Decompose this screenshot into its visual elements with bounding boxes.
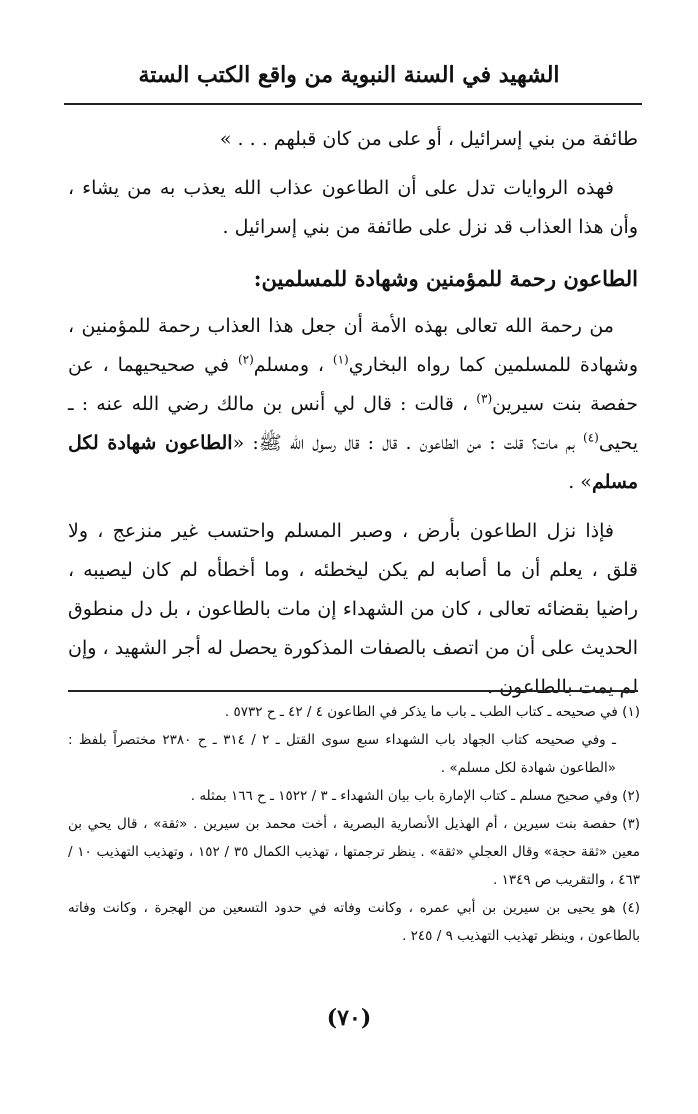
paragraph-2-text: فهذه الروايات تدل على أن الطاعون عذاب الله يعذب به من يشاء ، وأن هذا العذاب قد نزل على طائفة من بني إسرائيل . xyxy=(68,177,638,238)
footnote-1-continued: ـ وفي صحيحه كتاب الجهاد باب الشهداء سبع سوى القتل ـ ٢ / ٣١٤ ـ ح ٢٣٨٠ مختصراً بلفظ : «الطاعون شهادة لكل مسلم» . xyxy=(68,732,617,776)
footnote-ref-2: (٢) xyxy=(237,352,254,367)
paragraph-4 xyxy=(68,512,638,707)
paragraph-3-part-f: » . xyxy=(568,471,592,493)
paragraph-3-part-a: من رحمة الله تعالى بهذه الأمة أن جعل هذا العذاب رحمة للمؤمنين ، وشهادة للمسلمين كما رواه البخاري xyxy=(68,315,638,376)
header-divider xyxy=(64,103,642,105)
paragraph-2 xyxy=(68,169,638,247)
footnote-3: (٣) حفصة بنت سيرين ، أم الهذيل الأنصارية البصرية ، أخت محمد بن سيرين . «ثقة» ، قال يحي بن معين «ثقة حجة» وقال العجلي «ثقة» . ينظر ترجمتها ، تهذيب الكمال ٣٥ / ١٥٢ ، وتهذيب التهذيب ١٠ / ٤٦٣ ، والتقريب ص ١٣٤٩ . xyxy=(68,816,640,888)
paragraph-3-part-d: ، قالت : قال لي أنس بن مالك رضي الله عنه : ـ يحيى xyxy=(68,393,638,454)
footnote-4: (٤) هو يحيى بن سيرين بن أبي عمره ، وكانت وفاته في حدود التسعين من الهجرة ، وكانت وفاته بالطاعون ، وينظر تهذيب التهذيب ٩ / ٢٤٥ . xyxy=(68,900,640,944)
paragraph-1: طائفة من بني إسرائيل ، أو على من كان قبلهم . . . » xyxy=(219,128,638,150)
paragraph-4-text: فإذا نزل الطاعون بأرض ، وصبر المسلم واحتسب غير منزعج ، ولا قلق ، يعلم أن ما أصابه لم يكن ليخطئه ، وما أخطأه لم كان ليصيبه ، راضيا بقضائه تعالى ، كان من الشهداء إن مات بالطاعون ، بل دل منطوق الحديث على أن من اتصف بالصفات المذكورة يحصل له أجر الشهيد ، وإن لم يمت بالطاعون . xyxy=(68,520,638,698)
running-header: الشهيد في السنة النبوية من واقع الكتب الستة xyxy=(138,62,560,88)
footnotes xyxy=(68,698,640,950)
footnote-divider xyxy=(68,690,638,692)
footnote-ref-4: (٤) xyxy=(583,430,599,445)
paragraph-3-part-e: بم مات؟ قلت : من الطاعون . قال : قال رسول الله ﷺ: « xyxy=(232,432,584,454)
footnote-ref-1: (١) xyxy=(332,352,349,367)
section-heading: الطاعون رحمة للمؤمنين وشهادة للمسلمين: xyxy=(253,266,638,291)
paragraph-3-part-c: في صحيحيهما ، عن حفصة بنت سيرين xyxy=(68,354,639,415)
paragraph-3-part-b: ، ومسلم xyxy=(253,354,333,376)
footnote-ref-3: (٣) xyxy=(476,391,493,406)
main-text xyxy=(68,120,638,717)
footnote-2: (٢) وفي صحيح مسلم ـ كتاب الإمارة باب بيان الشهداء ـ ٣ / ١٥٢٢ ـ ح ١٦٦ بمثله . xyxy=(190,788,640,804)
hadith-quote: الطاعون شهادة لكل مسلم xyxy=(68,432,638,493)
page-number: (٧٠) xyxy=(326,1005,372,1031)
paragraph-3 xyxy=(68,307,638,502)
footnote-1: (١) في صحيحه ـ كتاب الطب ـ باب ما يذكر في الطاعون ٤ / ٤٢ ـ ح ٥٧٣٢ . xyxy=(224,704,640,720)
